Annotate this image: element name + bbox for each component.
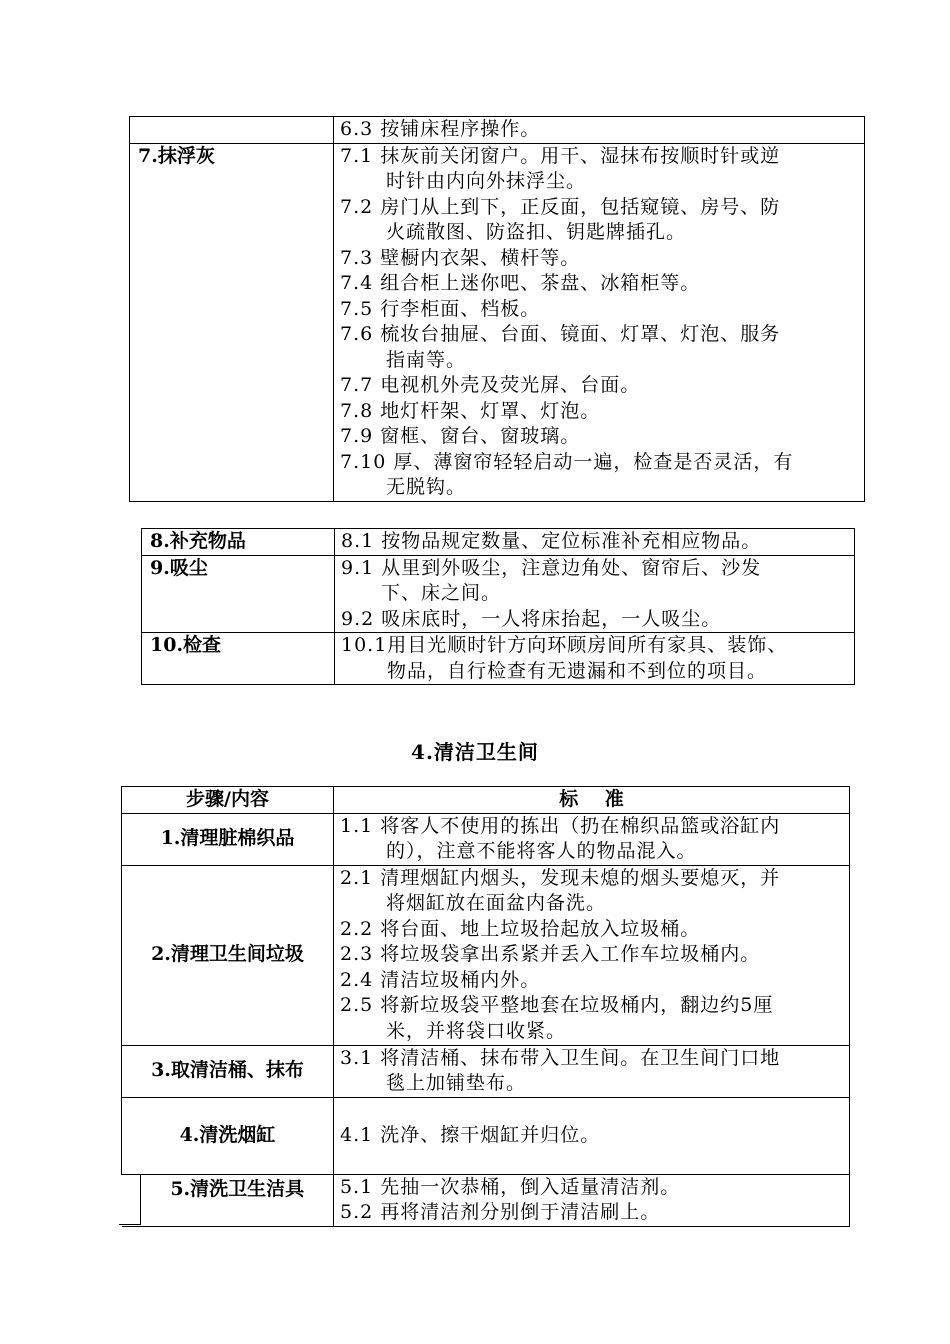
standard-cell (334, 1174, 850, 1226)
standard-cell (334, 143, 865, 501)
standard-line: 毯上加铺垫布。 (386, 1072, 527, 1094)
standard-line: 的），注意不能将客人的物品混入。 (386, 840, 697, 862)
table-row (142, 555, 855, 633)
header-step: 步骤/内容 (122, 787, 334, 814)
standard-line: 7.9 窗框、窗台、窗玻璃。 (340, 425, 581, 447)
section-title: 4.清洁卫生间 (411, 740, 539, 764)
standard-cell (334, 1097, 850, 1174)
standard-cell (335, 633, 855, 685)
standard-line: 1.1 将客人不使用的拣出（扔在棉织品篮或浴缸内 (340, 814, 781, 837)
cleaning-table-room-continued (141, 528, 855, 685)
standard-line: 5.1 先抽一次恭桶，倒入适量清洁剂。 (340, 1175, 681, 1198)
standard-line: 物品，自行检查有无遗漏和不到位的项目。 (387, 659, 768, 682)
table-row (122, 813, 850, 865)
step-cell: 8.补充物品 (142, 529, 335, 556)
standard-line: 2.1 清理烟缸内烟头，发现未熄的烟头要熄灭，并 (340, 866, 781, 889)
standard-cell (334, 865, 850, 1045)
standard-cell (334, 117, 865, 144)
standard-line: 9.1 从里到外吸尘，注意边角处、窗帘后、沙发 (341, 556, 762, 579)
table-row (122, 865, 850, 1045)
table-header-row (122, 787, 850, 814)
standard-line: 7.3 壁橱内衣架、横杆等。 (340, 246, 581, 269)
step-cell: 10.检查 (142, 633, 335, 685)
cleaning-table-bathroom (121, 786, 850, 1227)
standard-line: 指南等。 (386, 348, 467, 371)
standard-line: 2.3 将垃圾袋拿出系紧并丢入工作车垃圾桶内。 (340, 943, 761, 965)
standard-line: 无脱钩。 (386, 476, 467, 498)
standard-line: 7.6 梳妆台抽屉、台面、镜面、灯罩、灯泡、服务 (340, 323, 781, 345)
standard-line: 10.1用目光顺时针方向环顾房间所有家具、装饰、 (341, 634, 788, 656)
standard-cell (335, 529, 855, 556)
table-row (142, 529, 855, 556)
step-cell: 4.清洗烟缸 (122, 1097, 334, 1174)
standard-line: 2.2 将台面、地上垃圾拾起放入垃圾桶。 (340, 917, 701, 940)
table-row (130, 143, 865, 501)
standard-cell (334, 1045, 850, 1097)
standard-line: 4.1 洗净、擦干烟缸并归位。 (340, 1123, 601, 1146)
standard-cell (335, 555, 855, 633)
standard-line: 7.4 组合柜上迷你吧、茶盘、冰箱柜等。 (340, 272, 701, 294)
table-row (142, 633, 855, 685)
standard-line: 下、床之间。 (381, 582, 502, 604)
standard-line: 火疏散图、防盗扣、钥匙牌插孔。 (386, 221, 687, 243)
header-standard: 标 准 (334, 787, 850, 814)
standard-line: 5.2 再将清洁剂分别倒于清洁刷上。 (340, 1201, 661, 1223)
step-cell: 2.清理卫生间垃圾 (122, 865, 334, 1045)
standard-line: 7.1 抹灰前关闭窗户。用干、湿抹布按顺时针或逆 (340, 144, 781, 167)
standard-line: 8.1 按物品规定数量、定位标准补充相应物品。 (341, 530, 762, 552)
standard-line: 6.3 按铺床程序操作。 (340, 118, 541, 140)
standard-cell (334, 813, 850, 865)
cleaning-table-room (129, 116, 865, 502)
standard-line: 9.2 吸床底时，一人将床抬起，一人吸尘。 (341, 607, 722, 630)
step-cell: 1.清理脏棉织品 (122, 813, 334, 865)
step-cell: 5.清洗卫生洁具 (122, 1174, 334, 1226)
standard-line: 7.2 房门从上到下，正反面，包括窥镜、房号、防 (340, 195, 781, 218)
step-cell (130, 117, 334, 144)
standard-line: 时针由内向外抹浮尘。 (386, 170, 587, 192)
table-border-fragment (119, 1224, 141, 1225)
step-cell: 7.抹浮灰 (130, 143, 334, 501)
standard-line: 7.7 电视机外壳及荧光屏、台面。 (340, 374, 641, 396)
standard-line: 将烟缸放在面盆内备洗。 (386, 892, 607, 914)
table-border-fragment (140, 1174, 141, 1224)
standard-line: 2.4 清洁垃圾桶内外。 (340, 968, 541, 991)
table-row (122, 1174, 850, 1226)
standard-line: 7.5 行李柜面、档板。 (340, 297, 541, 320)
step-cell: 9.吸尘 (142, 555, 335, 633)
step-cell: 3.取清洁桶、抹布 (122, 1045, 334, 1097)
standard-line: 7.10 厚、薄窗帘轻轻启动一遍，检查是否灵活，有 (340, 450, 794, 473)
standard-line: 7.8 地灯杆架、灯罩、灯泡。 (340, 399, 601, 422)
standard-line: 3.1 将清洁桶、抹布带入卫生间。在卫生间门口地 (340, 1046, 781, 1069)
table-row (122, 1097, 850, 1174)
table-row (122, 1045, 850, 1097)
standard-line: 2.5 将新垃圾袋平整地套在垃圾桶内，翻边约5厘 (340, 994, 774, 1016)
standard-line: 米，并将袋口收紧。 (386, 1019, 567, 1042)
table-row (130, 117, 865, 144)
